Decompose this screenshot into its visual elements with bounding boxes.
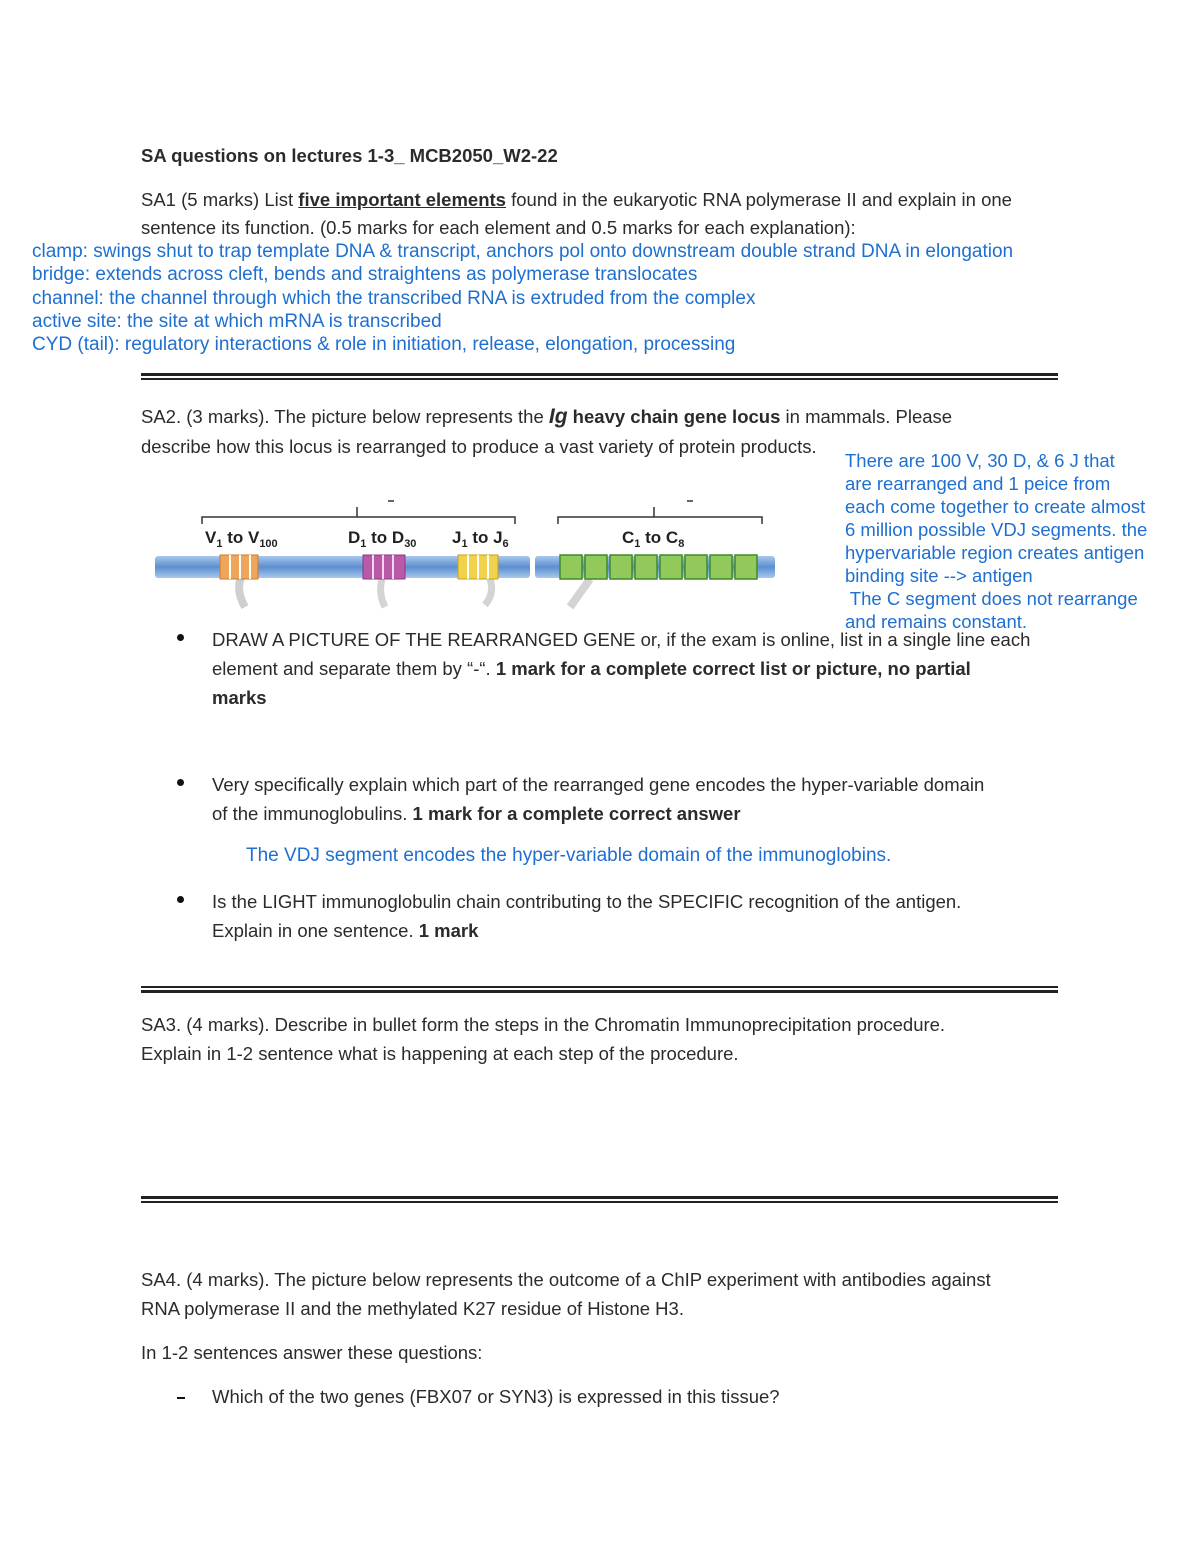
faint-arc	[381, 579, 385, 607]
bullet-dot	[177, 896, 184, 903]
section-divider	[141, 986, 1058, 988]
side-answer-line: The C segment does not rearrange	[845, 588, 1138, 609]
bullet-text: Explain in one sentence.	[212, 920, 419, 941]
sa2-bullet3-line2	[212, 916, 478, 945]
side-answer-line: 6 million possible VDJ segments. the	[845, 519, 1148, 540]
side-answer-line: hypervariable region creates antigen	[845, 542, 1145, 563]
sa2-bullet3-line1: Is the LIGHT immunoglobulin chain contributing to the SPECIFIC recognition of the antigen.	[212, 891, 962, 912]
faint-arc	[485, 579, 492, 605]
sa4-question-line3: In 1-2 sentences answer these questions:	[141, 1342, 483, 1363]
sa1-question-line2: sentence its function. (0.5 marks for each element and 0.5 marks for each explanation):	[141, 217, 856, 238]
dash-bullet	[177, 1397, 185, 1399]
j-gene-segments	[458, 555, 498, 579]
sa1-answer-clamp: clamp: swings shut to trap template DNA & transcript, anchors pol onto downstream double strand DNA in elongation	[32, 241, 1014, 262]
sa1-answer-cyd: CYD (tail): regulatory interactions & role in initiation, release, elongation, processing	[32, 334, 736, 355]
sa2-question-line1	[141, 402, 952, 431]
sa1-emphasis: five important elements	[298, 189, 506, 210]
d-gene-segments	[363, 555, 405, 579]
document-title: SA questions on lectures 1-3_ MCB2050_W2-22	[141, 145, 558, 166]
sa2-text: in mammals. Please	[780, 406, 953, 427]
sa4-question-line2: RNA polymerase II and the methylated K27 residue of Histone H3.	[141, 1298, 684, 1319]
label-c-segments: $C_1$ to $C_8$	[622, 528, 685, 550]
bullet-dot	[177, 634, 184, 641]
sa2-bullet1-line3: marks	[212, 687, 267, 708]
sa2-answer-vdj: The VDJ segment encodes the hyper-variable domain of the immunoglobins.	[246, 845, 892, 866]
sa1-text: SA1 (5 marks) List	[141, 189, 299, 210]
side-answer-line: There are 100 V, 30 D, & 6 J that	[845, 450, 1115, 471]
sa4-question-line1: SA4. (4 marks). The picture below represents the outcome of a ChIP experiment with antibodies against	[141, 1269, 991, 1290]
sa1-answer-channel: channel: the channel through which the transcribed RNA is extruded from the complex	[32, 288, 756, 309]
label-d-segments: $D_1$ to $D_{30}$	[348, 528, 417, 550]
bullet-dot	[177, 779, 184, 786]
sa2-text: SA2. (3 marks). The picture below represents the	[141, 406, 549, 427]
faint-arc	[570, 579, 590, 607]
section-divider	[141, 373, 1058, 376]
label-j-segments: $J_1$ to $J_6$	[452, 528, 509, 550]
sa2-side-answer	[845, 449, 1147, 633]
sa1-answer-active-site: active site: the site at which mRNA is transcribed	[32, 311, 442, 332]
bullet-text: of the immunoglobulins.	[212, 803, 413, 824]
sa2-question-line2: describe how this locus is rearranged to produce a vast variety of protein products.	[141, 436, 817, 457]
label-v-segments: $V_1$ to $V_{100}$	[205, 528, 278, 550]
v-gene-segments	[220, 555, 258, 579]
sa2-bullet2-line1: Very specifically explain which part of the rearranged gene encodes the hyper-variable domain	[212, 774, 985, 795]
section-divider	[141, 990, 1058, 993]
sa2-bold: heavy chain gene locus	[567, 406, 781, 427]
sa1-text: found in the eukaryotic RNA polymerase II and explain in one	[505, 189, 1012, 210]
bullet-text: element and separate them by “-“.	[212, 658, 496, 679]
sa1-question-line1	[141, 185, 1012, 214]
faint-arc	[239, 575, 245, 607]
side-answer-line: and remains constant.	[845, 611, 1028, 632]
bullet-bold: 1 mark for a complete correct answer	[412, 803, 741, 824]
bracket-c	[558, 507, 762, 524]
sa1-answer-bridge: bridge: extends across cleft, bends and straightens as polymerase translocates	[32, 264, 698, 285]
sa2-bullet2-line2	[212, 799, 741, 828]
side-answer-line: binding site --> antigen	[845, 565, 1033, 586]
sa2-ig: Ig	[548, 405, 568, 428]
sa4-item1: Which of the two genes (FBX07 or SYN3) is expressed in this tissue?	[212, 1386, 780, 1407]
section-divider	[141, 1201, 1058, 1203]
bracket-vdj	[202, 507, 515, 524]
sa2-bullet1-line2	[212, 654, 971, 683]
bullet-bold: 1 mark	[418, 920, 479, 941]
bullet-bold: 1 mark for a complete correct list or picture, no partial	[495, 658, 971, 679]
ig-heavy-chain-locus-figure	[150, 495, 780, 610]
section-divider	[141, 378, 1058, 380]
side-answer-line: each come together to create almost	[845, 496, 1146, 517]
sa2-bullet1-line1: DRAW A PICTURE OF THE REARRANGED GENE or, if the exam is online, list in a single line each	[212, 629, 1031, 650]
sa3-question-line2: Explain in 1-2 sentence what is happening at each step of the procedure.	[141, 1043, 739, 1064]
section-divider	[141, 1196, 1058, 1199]
side-answer-line: are rearranged and 1 peice from	[845, 473, 1111, 494]
sa3-question-line1: SA3. (4 marks). Describe in bullet form the steps in the Chromatin Immunoprecipitation procedure.	[141, 1014, 946, 1035]
